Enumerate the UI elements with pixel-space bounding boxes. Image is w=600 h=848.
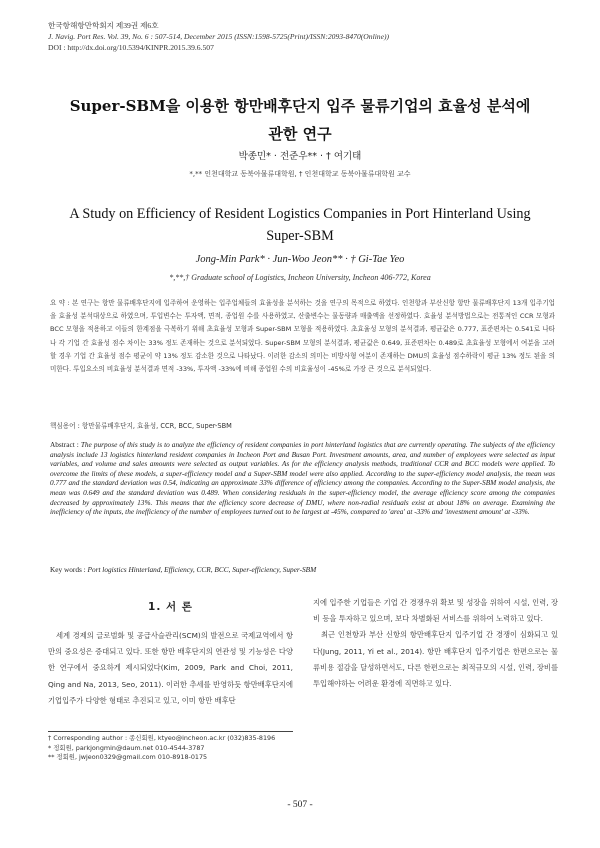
affiliation-english: *,**,† Graduate school of Logistics, Incheon University, Incheon 406-772, Korea bbox=[169, 273, 431, 282]
footnote-divider bbox=[48, 731, 293, 732]
footnote-author1: * 정회원, parkjongmin@daum.net 010-4544-3787 bbox=[48, 743, 205, 752]
page-number: - 507 - bbox=[287, 800, 313, 810]
body-column-right bbox=[313, 595, 558, 692]
abstract-english bbox=[50, 440, 555, 517]
keywords-korean-label: 핵심용어 : bbox=[50, 422, 82, 430]
keywords-korean bbox=[50, 420, 555, 430]
paragraph: 최근 인천항과 부산 신항의 항만배후단지 입주기업 간 경쟁이 심화되고 있다(Jung, 2011, Yi et al., 2014). 항만 배후단지 입주기업은 한편으로는 물류비용 절감을 달성하면서도, 다른 한편으로는 최적규모의 시설, 인력, 장비를 투입해야하는 어려운 환경에 직면하고 있다. bbox=[313, 630, 558, 689]
journal-citation: J. Navig. Port Res. Vol. 39, No. 6 : 507-514, December 2015 (ISSN:1598-5725(Print)/ISSN:2093-8470(Online)) bbox=[48, 32, 390, 41]
title-korean-line2: 관한 연구 bbox=[268, 125, 332, 143]
abstract-english-label: Abstract : bbox=[50, 440, 81, 449]
keywords-korean-text: 항만물류배후단지, 효율성, CCR, BCC, Super-SBM bbox=[81, 422, 232, 430]
abstract-korean-label: 요 약 : bbox=[50, 299, 72, 307]
abstract-korean bbox=[50, 297, 555, 376]
body-column-left bbox=[48, 595, 293, 709]
keywords-english bbox=[50, 565, 555, 574]
abstract-english-text: The purpose of this study is to analyze the efficiency of resident companies in port hinterland logistics that are currently operating. The subjects of the efficiency analysis include 13 logistics hinterland resident companies in Incheon Port and Busan Port. Investment amounts, area, and number of employees were selected as input variables, and volume and sales amounts were selected as output variables. As for the efficiency analysis methods, traditional CCR and BCC models were applied. To overcome the limits of these models, a super-efficiency model and a Super-SBM model were also applied. According to the super-efficiency model analysis, the mean was 0.777 and the standard deviation was 0.54, indicating an approximate 33% difference of efficiency among the companies. According to the Super-SBM model analysis, the mean was 0.649 and the standard deviation was 0.489. When considering residuals in the super-efficiency model, the average efficiency score among the companies decreased by approximately 13%. This means that the efficiency score decrease of DMU, where non-radial residuals exist at about 18% on average. Examining the inefficiency of the inputs, the inefficiency of the number of employees turned out to be largest at -45%, compared to 'area' at -33% and 'investment amount' at -33%. bbox=[50, 440, 555, 517]
paragraph: 지에 입주한 기업들은 기업 간 경쟁우위 확보 및 성장을 위하여 시설, 인력, 장비 등을 투자하고 있으며, 보다 차별화된 서비스를 위하여 노력하고 있다. bbox=[313, 598, 558, 624]
footnotes bbox=[48, 734, 308, 763]
doi-line: DOI : http://dx.doi.org/10.5394/KINPR.2015.39.6.507 bbox=[48, 43, 214, 52]
keywords-english-label: Key words : bbox=[50, 565, 88, 574]
title-english-line2: Super-SBM bbox=[266, 228, 334, 244]
body-text-left bbox=[48, 628, 293, 709]
title-english-line1: A Study on Efficiency of Resident Logistics Companies in Port Hinterland Using bbox=[69, 206, 531, 222]
authors-korean: 박종민* · 전준우** · † 여기태 bbox=[238, 151, 362, 162]
abstract-korean-text: 본 연구는 항만 물류배후단지에 입주하여 운영하는 입주업체들의 효율성을 분석하는 것을 연구의 목적으로 하였다. 인천항과 부산신항 항만 물류배후단지 13개 입주기업을 효율성 분석대상으로 하였으며, 투입변수는 투자액, 면적, 종업원 수를 사용하였고, 산출변수는 물동량과 매출액을 선정하였다. 효율성 분석방법으로는 전통적인 CCR 모형과 BCC 모형을 적용하고 이들의 한계점을 극복하기 위해 초효율성 모형과 Super-SBM 모형을 적용하였다. 초효율성 모형의 분석결과, 평균값은 0.777, 표준편차는 0.541로 나타나 각 기업 간 효율성 점수 차이는 33% 정도 존재하는 것으로 분석되었다. Super-SBM 모형의 분석결과, 평균값은 0.649, 표준편차는 0.489로 초효율성 모형에서 여분을 고려할 경우 기업 간 효율성 점수 평균이 약 13% 정도 감소한 것으로 나타났다. 이러한 감소의 의미는 비방사형 여분이 존재하는 DMU의 효율성 점수하락이 평균 13% 정도 된을 의미한다. 투입요소의 비효율성 분석결과 면적 -33%, 투자액 -33%에 비해 종업원 수의 비효율성이 -45%로 가장 큰 것으로 분석되었다. bbox=[50, 299, 555, 374]
title-english bbox=[60, 203, 540, 247]
body-text-right bbox=[313, 595, 558, 692]
section-heading: 1. 서 론 bbox=[148, 601, 193, 613]
title-korean bbox=[40, 92, 560, 148]
journal-name-ko: 한국항해항만학회지 제39권 제6호 bbox=[48, 21, 159, 30]
authors-english: Jong-Min Park* · Jun-Woo Jeon** · † Gi-Tae Yeo bbox=[195, 254, 405, 265]
journal-header bbox=[48, 20, 558, 53]
affiliation-korean: *,** 인천대학교 동북아물류대학원, † 인천대학교 동북아물류대학원 교수 bbox=[189, 170, 411, 178]
title-korean-line1: Super-SBM을 이용한 항만배후단지 입주 물류기업의 효율성 분석에 bbox=[69, 97, 531, 115]
footnote-author2: ** 정회원, jwjeon0329@gmail.com 010-8918-0175 bbox=[48, 753, 208, 762]
footnote-corresponding-author: † Corresponding author : 종신회원, ktyeo@incheon.ac.kr (032)835-8196 bbox=[48, 734, 276, 742]
keywords-english-text: Port logistics Hinterland, Efficiency, CCR, BCC, Super-efficiency, Super-SBM bbox=[87, 565, 317, 574]
paragraph: 세계 경제의 글로벌화 및 공급사슬관리(SCM)의 발전으로 국제교역에서 항만의 중요성은 증대되고 있다. 또한 항만 배후단지의 연관성 및 기능성은 다양한 연구에서 중요하게 제시되었다(Kim, 2009, Park and Choi, 2011, Qing and Na, 2013, Seo, 2011). 이러한 추세를 반영하듯 항만배후단지에 기업입주가 다양한 형태로 추진되고 있고, 이미 항만 배후단 bbox=[48, 631, 293, 705]
